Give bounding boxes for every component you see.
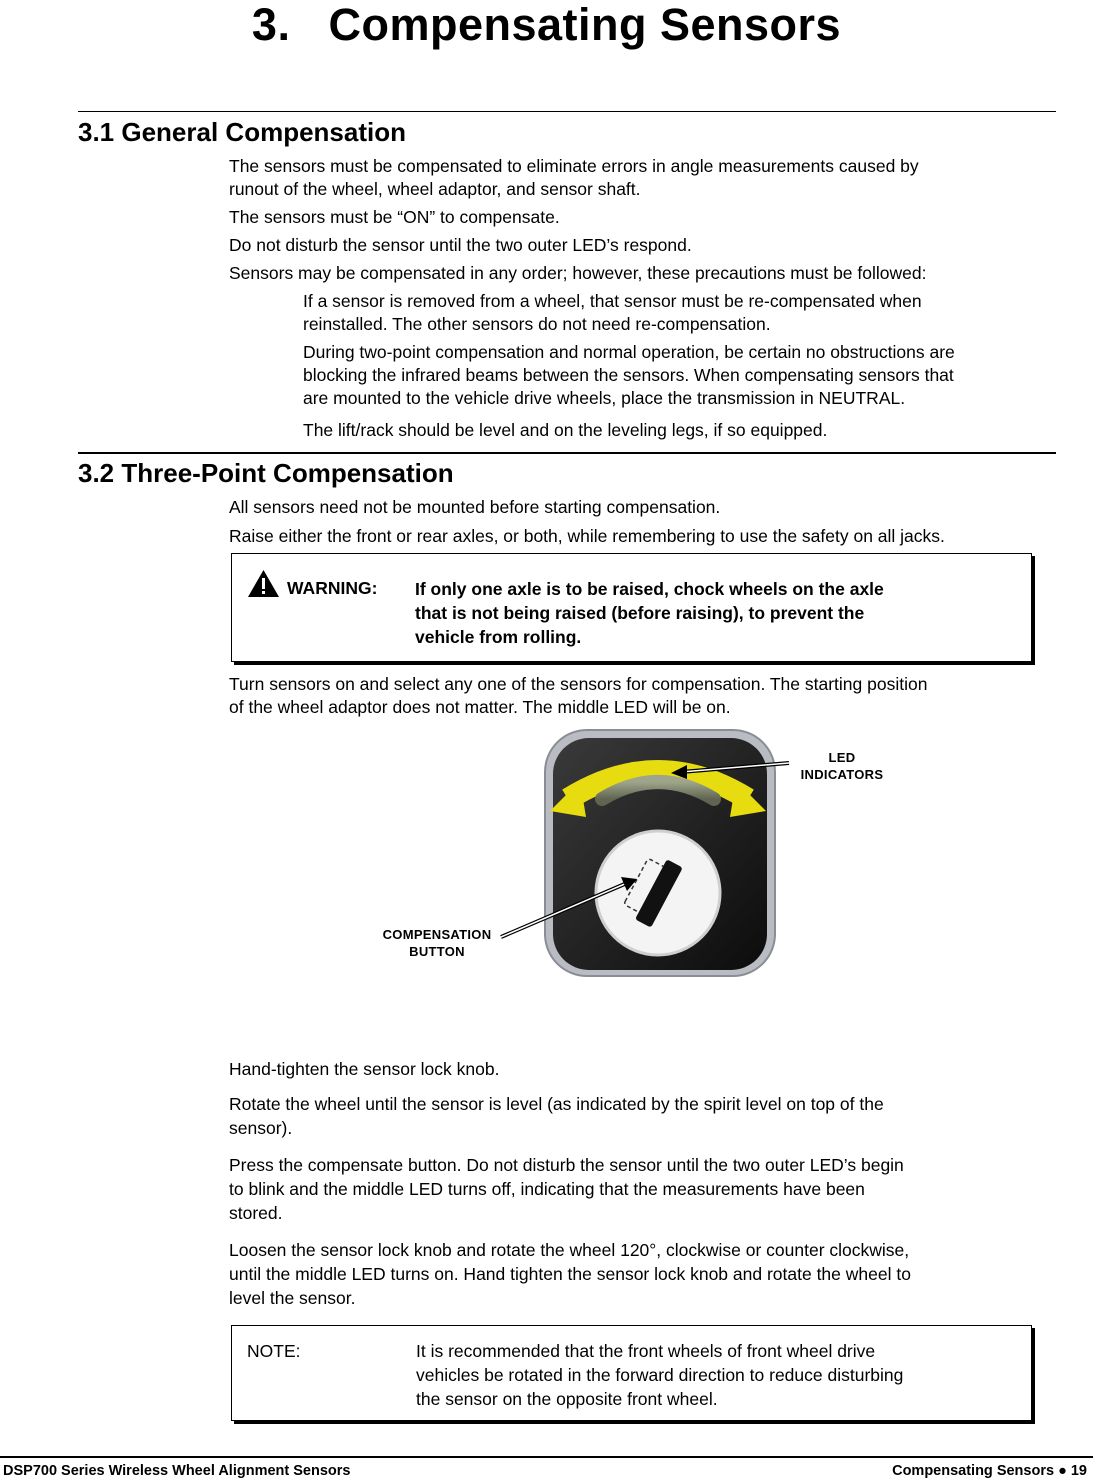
led-label-line: LED <box>828 750 856 765</box>
note-label: NOTE: <box>247 1341 301 1361</box>
note-line: the sensor on the opposite front wheel. <box>416 1389 718 1409</box>
step-line: Press the compensate button. Do not disturb the sensor until the two outer LED’s begin <box>229 1155 904 1175</box>
led-indicators-label <box>782 749 902 783</box>
warning-line: If only one axle is to be raised, chock wheels on the axle <box>415 579 884 599</box>
led-callout-arrowhead-icon <box>671 765 687 779</box>
section-heading-three-point: 3.2 Three-Point Compensation <box>78 458 454 488</box>
warning-box <box>231 553 1032 662</box>
button-label-line: COMPENSATION <box>382 927 492 942</box>
step-line: level the sensor. <box>229 1288 356 1308</box>
warning-label: WARNING: <box>287 578 378 598</box>
chapter-title <box>0 0 1093 50</box>
note-line: It is recommended that the front wheels of front wheel drive <box>416 1341 876 1361</box>
paragraph-line: Raise either the front or rear axles, or both, while remembering to use the safety on all jacks. <box>229 526 945 546</box>
paragraph-line: The sensors must be compensated to eliminate errors in angle measurements caused by <box>229 156 919 176</box>
paragraph-line: Turn sensors on and select any one of the sensors for compensation. The starting position <box>229 674 928 694</box>
step-line: Rotate the wheel until the sensor is level (as indicated by the spirit level on top of the <box>229 1094 884 1114</box>
paragraph-line: Sensors may be compensated in any order; however, these precautions must be followed: <box>229 263 927 283</box>
precaution-line: blocking the infrared beams between the sensors. When compensating sensors that <box>303 365 954 385</box>
footer-divider <box>0 1456 1093 1458</box>
step-line: Loosen the sensor lock knob and rotate the wheel 120°, clockwise or counter clockwise, <box>229 1240 910 1260</box>
paragraph-line: Do not disturb the sensor until the two outer LED’s respond. <box>229 235 692 255</box>
section-heading-general: 3.1 General Compensation <box>78 117 406 147</box>
section-divider <box>78 111 1056 112</box>
precaution-line: During two-point compensation and normal operation, be certain no obstructions are <box>303 342 955 362</box>
footer-left: DSP700 Series Wireless Wheel Alignment Sensors <box>3 1463 351 1479</box>
section-divider <box>78 452 1056 454</box>
step-line: Hand-tighten the sensor lock knob. <box>229 1059 500 1079</box>
precaution-line: are mounted to the vehicle drive wheels, place the transmission in NEUTRAL. <box>303 388 906 408</box>
precaution-line: If a sensor is removed from a wheel, that sensor must be re-compensated when <box>303 291 922 311</box>
step-line: to blink and the middle LED turns off, indicating that the measurements have been <box>229 1179 865 1199</box>
precaution-line: reinstalled. The other sensors do not need re-compensation. <box>303 314 771 334</box>
button-label-line: BUTTON <box>409 944 465 959</box>
paragraph-line: runout of the wheel, wheel adaptor, and sensor shaft. <box>229 179 641 199</box>
warning-line: vehicle from rolling. <box>415 627 582 647</box>
callout-arrows <box>495 755 795 945</box>
note-line: vehicles be rotated in the forward direction to reduce disturbing <box>416 1365 904 1385</box>
precaution-line: The lift/rack should be level and on the leveling legs, if so equipped. <box>303 420 828 440</box>
chapter-number: 3. <box>251 0 291 50</box>
note-box <box>231 1325 1032 1421</box>
paragraph-line: The sensors must be “ON” to compensate. <box>229 207 560 227</box>
step-line: sensor). <box>229 1118 293 1138</box>
chapter-title-text: Compensating Sensors <box>328 0 842 50</box>
step-line: until the middle LED turns on. Hand tighten the sensor lock knob and rotate the wheel to <box>229 1264 911 1284</box>
warning-triangle-icon <box>247 569 280 598</box>
compensation-button-label <box>366 926 508 960</box>
step-line: stored. <box>229 1203 283 1223</box>
footer-right: Compensating Sensors ● 19 <box>892 1463 1087 1479</box>
led-label-line: INDICATORS <box>800 767 884 782</box>
paragraph-line: All sensors need not be mounted before starting compensation. <box>229 497 721 517</box>
warning-line: that is not being raised (before raising), to prevent the <box>415 603 865 623</box>
paragraph-line: of the wheel adaptor does not matter. The middle LED will be on. <box>229 697 731 717</box>
